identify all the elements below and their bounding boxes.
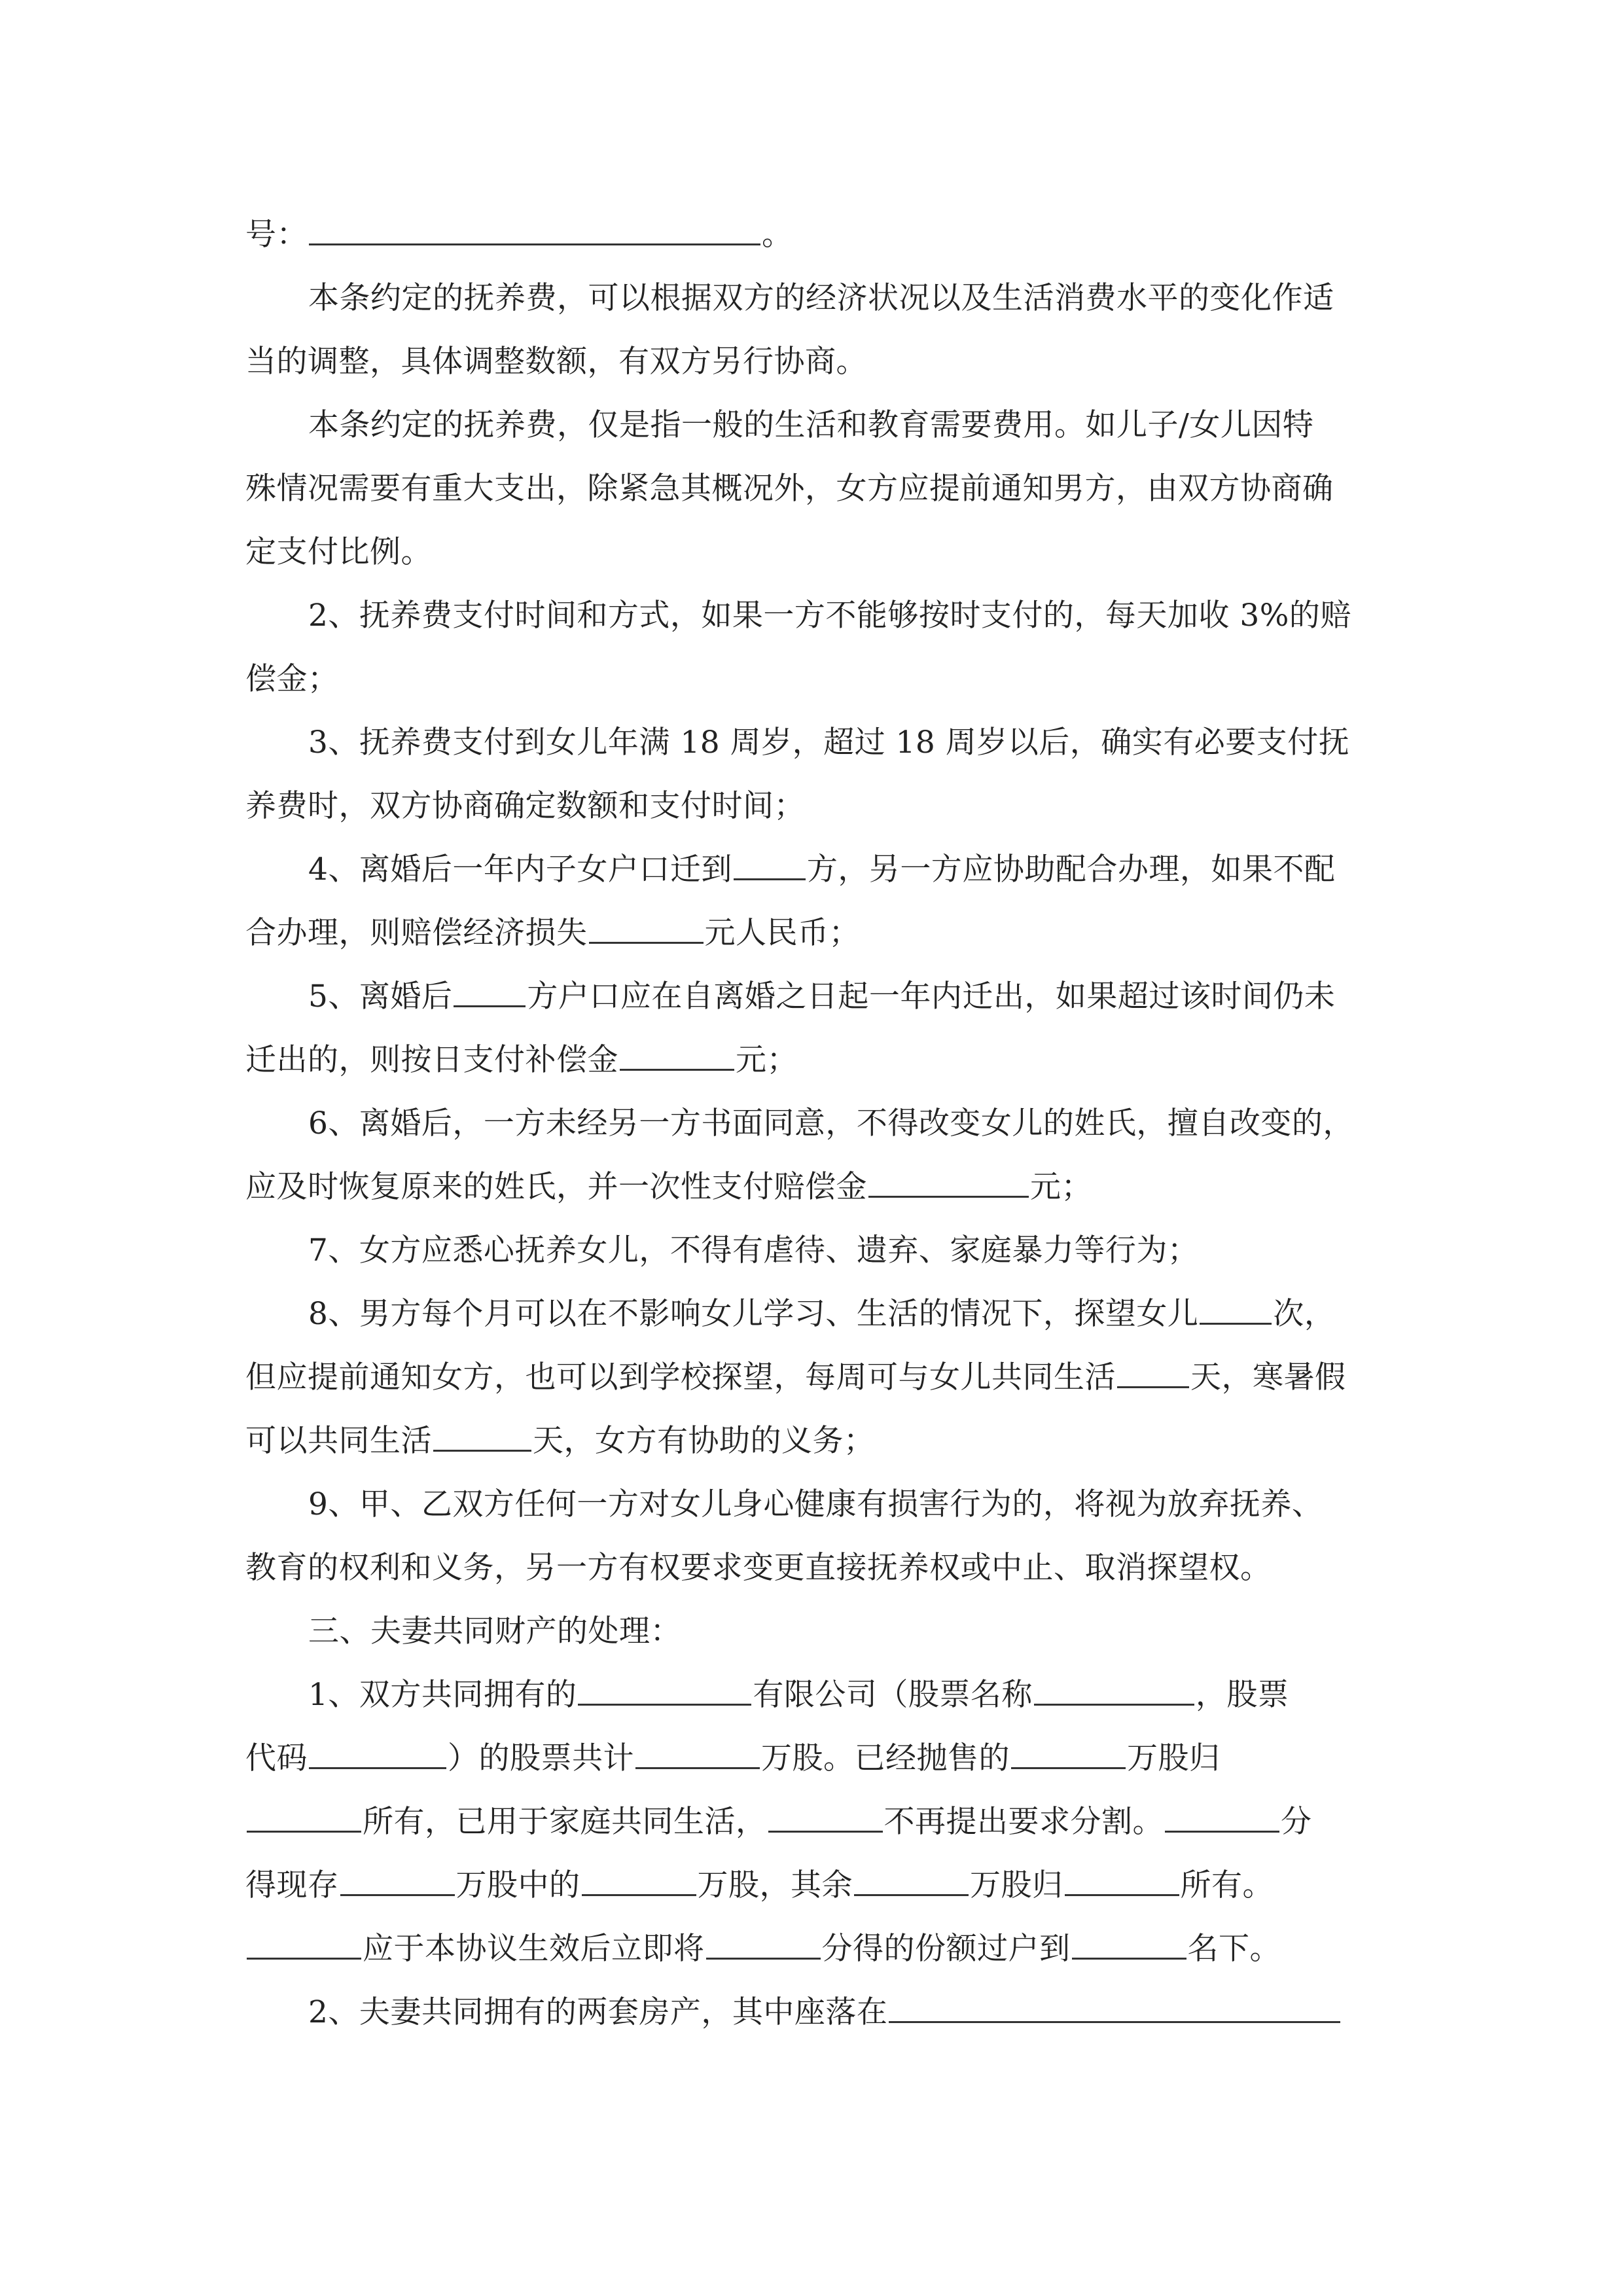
text-segment: ，股票: [1195, 1677, 1289, 1713]
fill-blank: [1117, 1346, 1189, 1388]
text-segment: 有限公司（股票名称: [753, 1677, 1033, 1713]
text-segment: 合办理，则赔偿经济损失: [245, 915, 588, 951]
text-segment: 不再提出要求分割。: [883, 1804, 1164, 1840]
text-line: [245, 1282, 1378, 1346]
text-line: [245, 1028, 1378, 1092]
section-heading: [245, 1600, 1378, 1663]
text-line: [245, 1473, 1378, 1536]
text-segment: 方，另一方应协助配合办理，如果不配: [806, 852, 1336, 888]
text-line: [245, 1346, 1378, 1409]
text-line: [245, 457, 1378, 520]
text-line: [245, 584, 1378, 647]
text-line: [245, 901, 1378, 965]
text-segment: 9、甲、乙双方任何一方对女儿身心健康有损害行为的，将视为放弃抚养、: [308, 1486, 1323, 1522]
fill-blank: [868, 1155, 1029, 1198]
text-segment: 殊情况需要有重大支出，除紧急其概况外，女方应提前通知男方，由双方协商确: [245, 471, 1334, 507]
text-segment: 万股，其余: [697, 1867, 853, 1903]
text-line: [245, 711, 1378, 774]
text-segment: 当的调整，具体调整数额，有双方另行协商。: [245, 344, 867, 380]
text-segment: 定支付比例。: [245, 534, 432, 570]
text-line: [245, 965, 1378, 1028]
text-line: [245, 1092, 1378, 1155]
fill-blank: [854, 1854, 969, 1896]
fill-blank: [734, 838, 806, 880]
text-segment: 但应提前通知女方，也可以到学校探望，每周可与女儿共同生活: [245, 1359, 1116, 1395]
text-segment: 所有，已用于家庭共同生活，: [363, 1804, 767, 1840]
text-segment: 元人民币；: [704, 915, 860, 951]
text-segment: 万股。已经抛售的: [761, 1740, 1010, 1776]
fill-blank: [589, 901, 704, 944]
text-segment: 方户口应在自离婚之日起一年内迁出，如果超过该时间仍未: [527, 978, 1336, 1014]
text-segment: 应及时恢复原来的姓氏，并一次性支付赔偿金: [245, 1169, 867, 1205]
text-line: [245, 1219, 1378, 1282]
text-segment: 号：: [245, 217, 308, 253]
text-segment: 养费时，双方协商确定数额和支付时间；: [245, 788, 805, 824]
text-segment: 三、夫妻共同财产的处理：: [308, 1613, 681, 1649]
text-segment: 名下。: [1187, 1931, 1281, 1967]
text-segment: 教育的权利和义务，另一方有权要求变更直接抚养权或中止、取消探望权。: [245, 1550, 1272, 1586]
fill-blank: [454, 965, 526, 1007]
text-segment: 万股归: [1127, 1740, 1221, 1776]
fill-blank: [1072, 1917, 1186, 1960]
fill-blank: [1165, 1790, 1279, 1833]
fill-blank: [768, 1790, 883, 1833]
agreement-body: [245, 203, 1378, 2044]
text-segment: ）的股票共计: [448, 1740, 634, 1776]
fill-blank: [706, 1917, 821, 1960]
text-segment: 2、夫妻共同拥有的两套房产，其中座落在: [308, 1994, 888, 2030]
text-line: [245, 1981, 1378, 2044]
text-line: [245, 1663, 1378, 1727]
text-line: [245, 1409, 1378, 1473]
text-line: [245, 774, 1378, 838]
text-line: [245, 1790, 1378, 1854]
text-segment: 8、男方每个月可以在不影响女儿学习、生活的情况下，探望女儿: [308, 1296, 1199, 1332]
text-segment: 分得的份额过户到: [821, 1931, 1071, 1967]
text-line: [245, 1536, 1378, 1600]
text-segment: 。: [762, 217, 793, 253]
text-segment: 3、抚养费支付到女儿年满 18 周岁，超过 18 周岁以后，确实有必要支付抚: [308, 725, 1350, 761]
text-segment: 6、离婚后，一方未经另一方书面同意，不得改变女儿的姓氏，擅自改变的，: [308, 1105, 1354, 1141]
text-segment: 1、双方共同拥有的: [308, 1677, 577, 1713]
fill-blank: [1011, 1727, 1126, 1769]
fill-blank: [620, 1028, 734, 1071]
fill-blank: [1065, 1854, 1179, 1896]
text-line: [245, 1155, 1378, 1219]
text-line: [245, 393, 1378, 457]
fill-blank: [309, 1727, 446, 1769]
fill-blank: [309, 203, 760, 245]
text-line: [245, 266, 1378, 330]
text-segment: 迁出的，则按日支付补偿金: [245, 1042, 618, 1078]
text-segment: 7、女方应悉心抚养女儿，不得有虐待、遗弃、家庭暴力等行为；: [308, 1232, 1199, 1268]
text-segment: 元；: [1030, 1169, 1092, 1205]
text-line: [245, 1727, 1378, 1790]
text-segment: 天，女方有协助的义务；: [533, 1423, 875, 1459]
text-line: [245, 330, 1378, 393]
text-segment: 所有。: [1180, 1867, 1274, 1903]
text-segment: 5、离婚后: [308, 978, 453, 1014]
text-line: [245, 1854, 1378, 1917]
text-segment: 代码: [245, 1740, 308, 1776]
fill-blank: [247, 1917, 361, 1960]
text-segment: 分: [1281, 1804, 1312, 1840]
text-segment: 元；: [736, 1042, 798, 1078]
text-segment: 4、离婚后一年内子女户口迁到: [308, 852, 732, 888]
text-segment: 2、抚养费支付时间和方式，如果一方不能够按时支付的，每天加收 3%的赔: [308, 598, 1351, 634]
text-segment: 偿金；: [245, 661, 339, 697]
fill-blank: [889, 1981, 1340, 2023]
fill-blank: [582, 1854, 696, 1896]
text-segment: 应于本协议生效后立即将: [363, 1931, 705, 1967]
text-segment: 可以共同生活: [245, 1423, 432, 1459]
text-line: [245, 203, 1378, 266]
fill-blank: [247, 1790, 361, 1833]
text-segment: 次，: [1273, 1296, 1336, 1332]
fill-blank: [578, 1663, 751, 1706]
text-line: [245, 647, 1378, 711]
fill-blank: [340, 1854, 455, 1896]
text-segment: 万股中的: [455, 1867, 580, 1903]
text-line: [245, 520, 1378, 584]
fill-blank: [1200, 1282, 1272, 1325]
fill-blank: [433, 1409, 531, 1452]
text-segment: 天，寒暑假: [1190, 1359, 1346, 1395]
text-segment: 万股归: [970, 1867, 1063, 1903]
text-segment: 得现存: [245, 1867, 339, 1903]
text-line: [245, 838, 1378, 901]
fill-blank: [635, 1727, 760, 1769]
text-segment: 本条约定的抚养费，仅是指一般的生活和教育需要费用。如儿子/女儿因特: [308, 407, 1314, 443]
fill-blank: [1034, 1663, 1194, 1706]
text-segment: 本条约定的抚养费，可以根据双方的经济状况以及生活消费水平的变化作适: [308, 280, 1334, 316]
text-line: [245, 1917, 1378, 1981]
